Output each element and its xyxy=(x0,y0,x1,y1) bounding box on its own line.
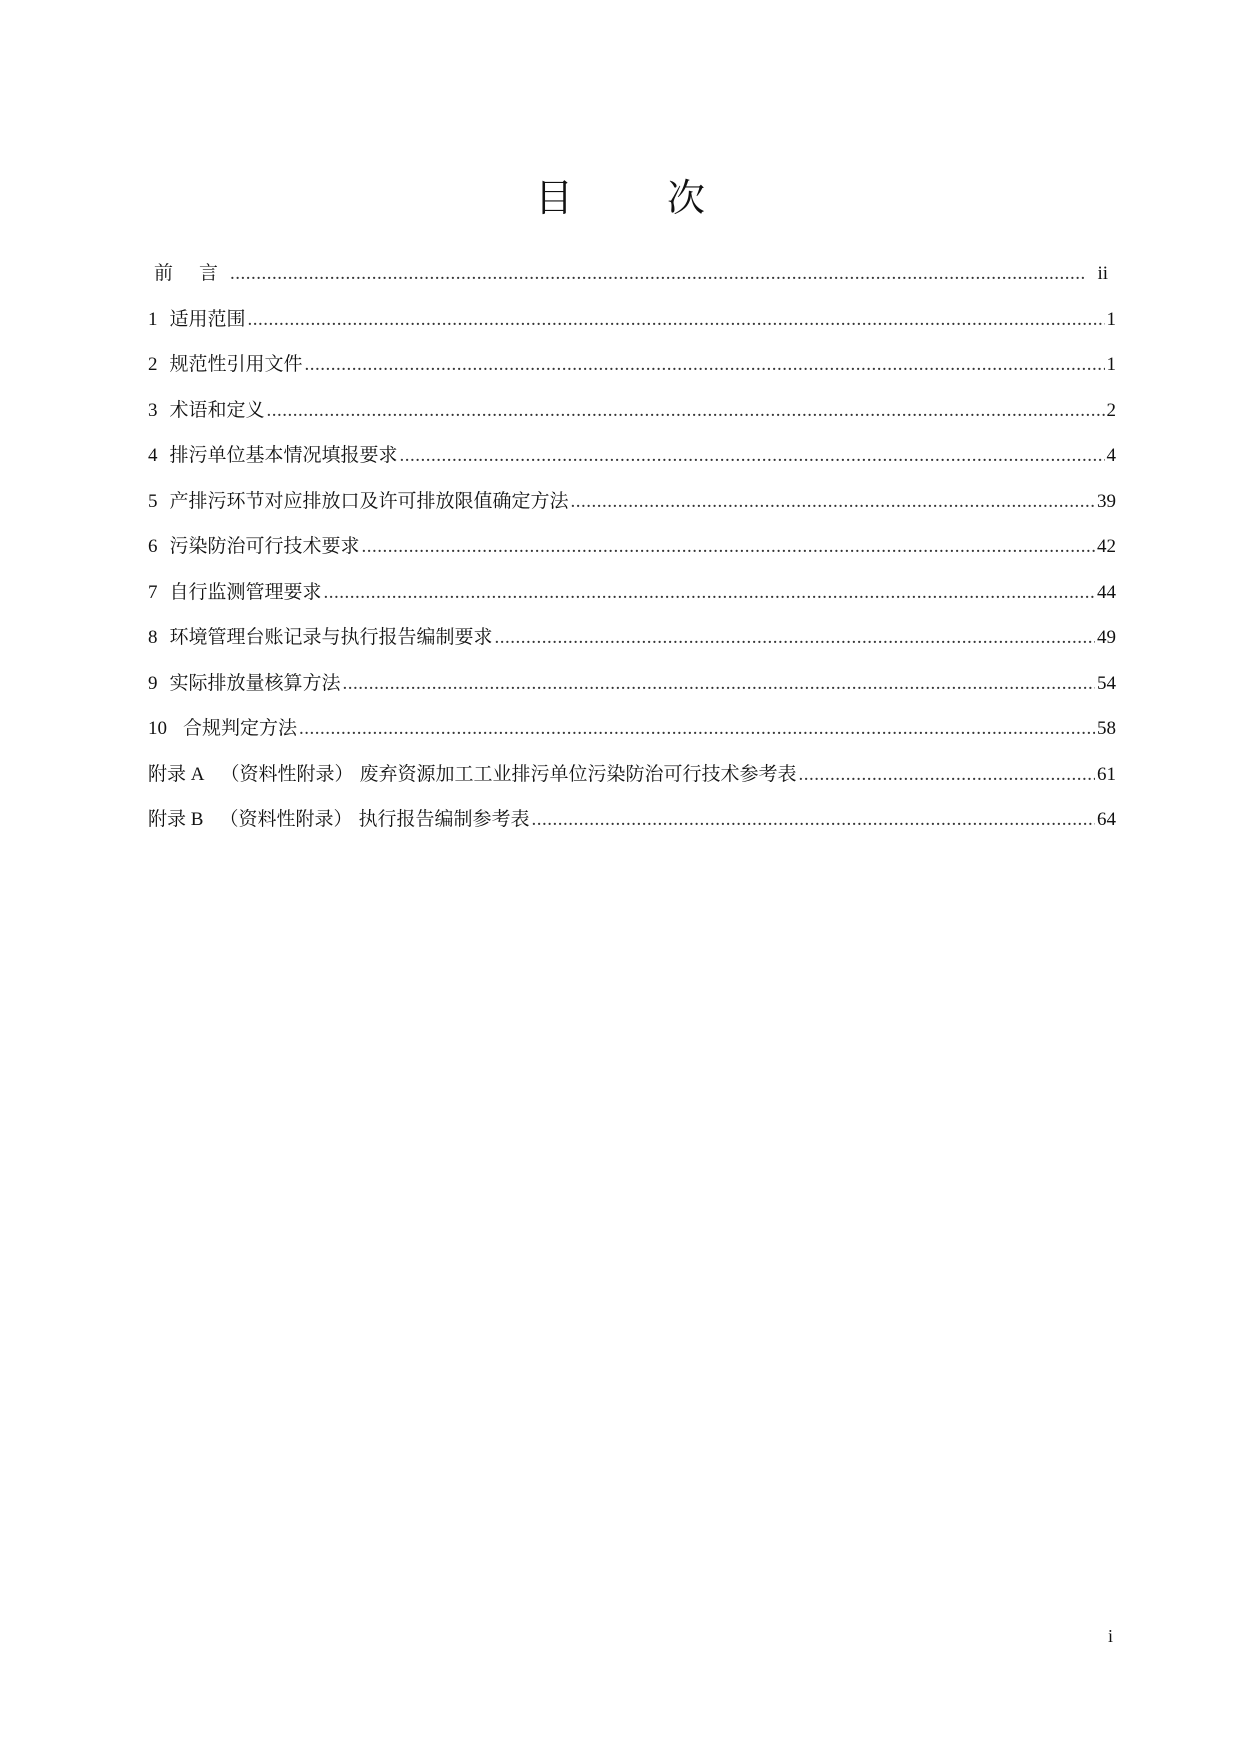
toc-entry-number: 10 xyxy=(148,718,167,739)
toc-entry-title: 合规判定方法 xyxy=(183,717,298,739)
toc-entry-number: 9 xyxy=(148,672,158,694)
toc-entry-page: 42 xyxy=(1097,536,1116,557)
toc-entry-title: 规范性引用文件 xyxy=(169,353,303,375)
toc-entry-7[interactable] xyxy=(148,577,1116,623)
toc-entry-page: 58 xyxy=(1097,718,1116,739)
toc-entry-page: 44 xyxy=(1097,581,1116,603)
toc-entry-8[interactable] xyxy=(148,622,1116,668)
toc-entry-page: ii xyxy=(1097,263,1108,284)
toc-leader-dots xyxy=(571,491,1095,513)
toc-leader-dots xyxy=(799,764,1095,786)
toc-entry-page: 2 xyxy=(1106,399,1116,421)
page-number: i xyxy=(1108,1626,1114,1646)
toc-leader-dots xyxy=(362,536,1095,558)
toc-entry-title: 环境管理台账记录与执行报告编制要求 xyxy=(169,626,493,648)
toc-entry-9[interactable] xyxy=(148,668,1116,714)
toc-entry-2[interactable] xyxy=(148,349,1116,395)
toc-entry-title: 自行监测管理要求 xyxy=(169,580,322,603)
toc-leader-dots xyxy=(495,627,1095,649)
toc-entry-number: 7 xyxy=(148,581,158,603)
page-title: 目 次 xyxy=(534,176,733,220)
toc-entry-page: 4 xyxy=(1106,445,1116,466)
toc-entry-10[interactable] xyxy=(148,713,1116,759)
toc-entry-page: 54 xyxy=(1097,672,1116,694)
toc-entry-number: 附录 B xyxy=(148,809,204,830)
toc-entry-4[interactable] xyxy=(148,440,1116,486)
toc-entry-title: （资料性附录） 执行报告编制参考表 xyxy=(219,808,530,830)
toc-entry-page: 1 xyxy=(1106,354,1116,375)
toc-entry-number: 5 xyxy=(148,490,158,512)
toc-entry-title: 产排污环节对应排放口及许可排放限值确定方法 xyxy=(169,489,569,512)
toc-entry-number: 8 xyxy=(148,627,158,648)
toc-entry-page: 39 xyxy=(1097,490,1116,512)
toc-leader-dots xyxy=(299,718,1095,740)
toc-entry-title: 术语和定义 xyxy=(169,398,265,421)
toc-entry-number: 2 xyxy=(148,354,158,375)
toc-entry-preface[interactable] xyxy=(148,258,1116,304)
toc-entry-number: 6 xyxy=(148,536,158,557)
toc-entry-5[interactable] xyxy=(148,486,1116,532)
toc-leader-dots xyxy=(400,445,1105,467)
table-of-contents xyxy=(148,258,1116,850)
toc-entry-number: 1 xyxy=(148,308,158,330)
toc-entry-page: 61 xyxy=(1097,763,1116,785)
toc-entry-number: 附录 A xyxy=(148,763,205,785)
toc-entry-title: 适用范围 xyxy=(169,307,246,330)
toc-entry-page: 49 xyxy=(1097,627,1116,648)
toc-entry-6[interactable] xyxy=(148,531,1116,577)
toc-entry-title: （资料性附录） 废弃资源加工工业排污单位污染防治可行技术参考表 xyxy=(220,762,797,785)
toc-entry-appendix-a[interactable] xyxy=(148,759,1116,805)
toc-entry-title: 前 言 xyxy=(154,262,229,284)
toc-entry-3[interactable] xyxy=(148,395,1116,441)
toc-entry-page: 1 xyxy=(1106,308,1116,330)
toc-entry-title: 实际排放量核算方法 xyxy=(169,671,341,694)
toc-entry-title: 排污单位基本情况填报要求 xyxy=(169,444,398,466)
toc-entry-number: 4 xyxy=(148,445,158,466)
toc-leader-dots xyxy=(343,673,1095,695)
toc-leader-dots xyxy=(267,400,1105,422)
toc-entry-number: 3 xyxy=(148,399,158,421)
toc-leader-dots xyxy=(248,309,1105,331)
toc-entry-1[interactable] xyxy=(148,304,1116,350)
toc-leader-dots xyxy=(230,263,1087,285)
toc-leader-dots xyxy=(305,354,1105,376)
toc-leader-dots xyxy=(324,582,1095,604)
toc-leader-dots xyxy=(531,809,1095,831)
toc-entry-title: 污染防治可行技术要求 xyxy=(169,535,360,557)
toc-entry-page: 64 xyxy=(1097,809,1116,830)
toc-entry-appendix-b[interactable] xyxy=(148,804,1116,850)
